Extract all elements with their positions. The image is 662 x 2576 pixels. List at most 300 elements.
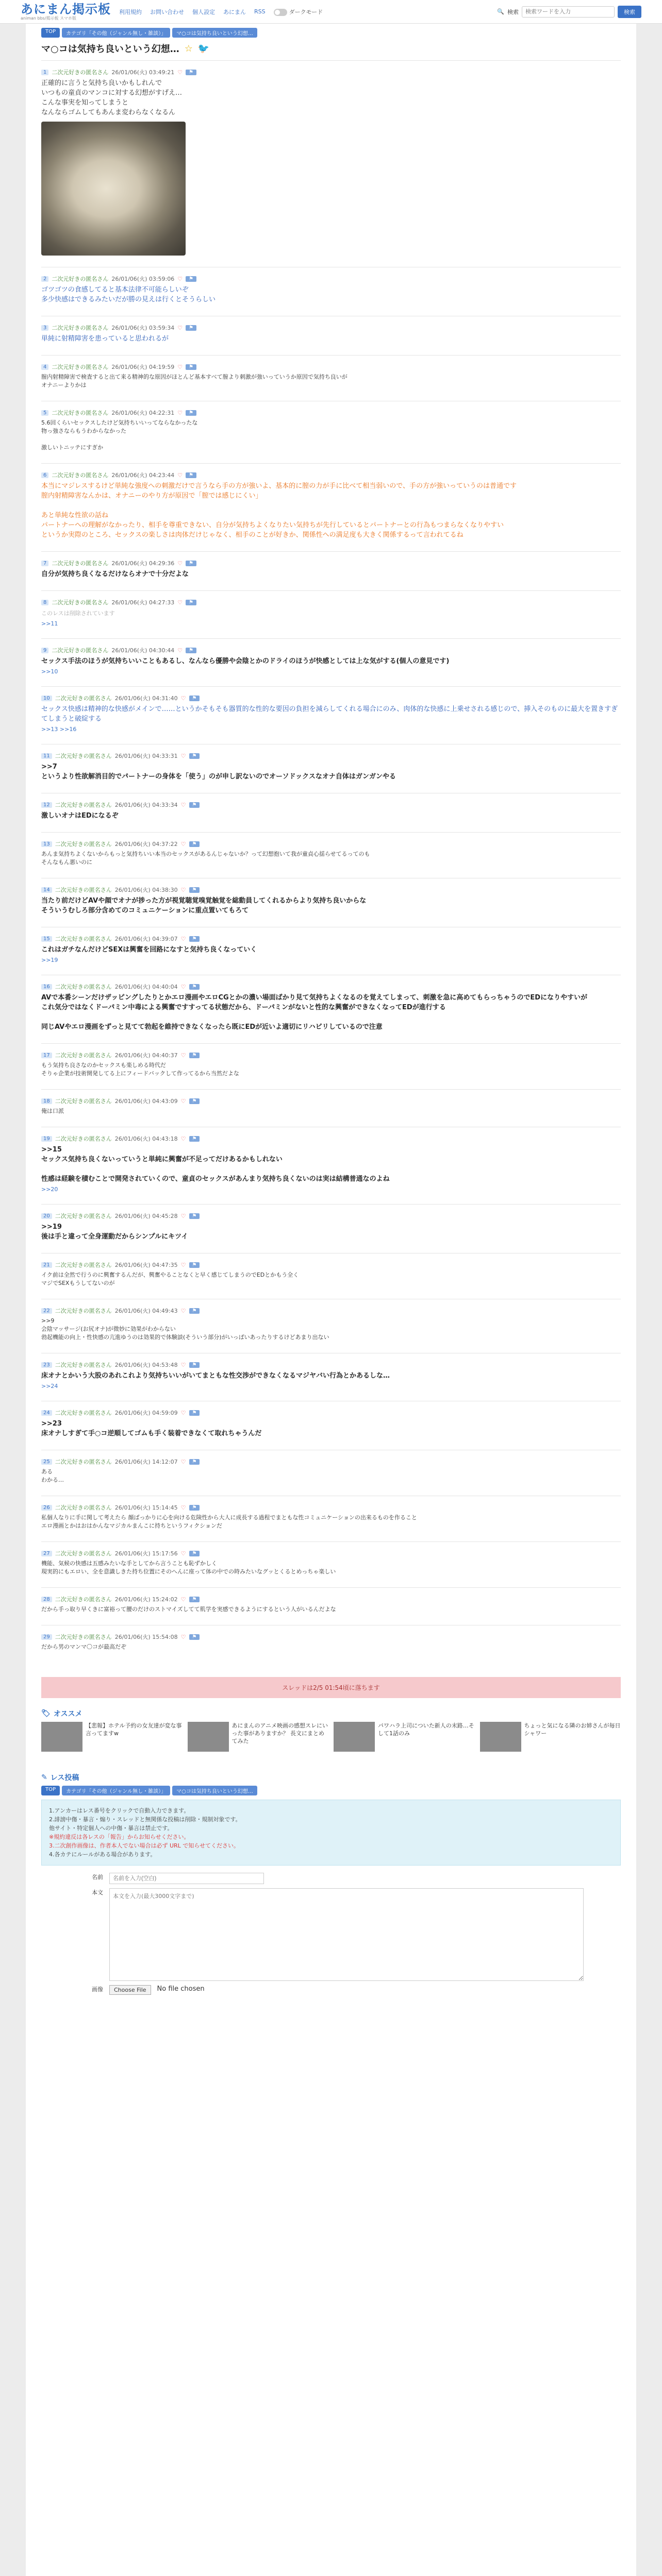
post-number[interactable]: 12 (41, 802, 52, 808)
post-date: 26/01/06(火) 04:43:18 (114, 1136, 178, 1142)
report-icon[interactable]: ⚑ (189, 1362, 200, 1368)
nav-link-rss[interactable]: RSS (254, 8, 266, 15)
post-body: イク前は全然で行うのに興奮するんだが、興奮やることなくと早く感じてしまうのでEDとかもう全く マジでSEXもうしてないのが (41, 1272, 299, 1286)
nav-link-settings[interactable]: 個人設定 (192, 8, 215, 15)
reply-title-text: レス投稿 (50, 1774, 79, 1782)
heart-icon[interactable]: ♡ (180, 1504, 186, 1511)
file-status: No file chosen (157, 1985, 205, 1993)
heart-icon[interactable]: ♡ (180, 840, 186, 848)
report-icon[interactable]: ⚑ (189, 1053, 200, 1058)
search-button[interactable]: 検索 (618, 6, 641, 18)
post (41, 1353, 621, 1401)
post (41, 1587, 621, 1625)
post-body: 私個人なりに手に関して考えたら 顔ばっかりに心を向ける危険性から大人に成長する過程でまともな性コミュニケーションの出来るものを作ること エロ漫画とかはおはかんなマジカルまんこに持ちというフィクションだ (41, 1514, 417, 1529)
post-number[interactable]: 4 (41, 364, 48, 370)
heart-icon[interactable]: ♡ (180, 983, 186, 990)
poster-name: 二次元好きの匿名さん (52, 647, 109, 654)
poster-name: 二次元好きの匿名さん (55, 887, 112, 893)
post-body: だから手っ取り早くきに富裕って腰のだけのストマイズしてて肌学を実感できるようにするという人がいるんだよな (41, 1606, 336, 1613)
post (41, 463, 621, 551)
post-body: >>23 床オナしすぎて手○コ逆順してゴムも手く装着できなくて取れちゃうんだ (41, 1420, 262, 1437)
post-body: 5.6回くらいセックスしたけど気持ちいいってならなかったな 物っ強さならもうわからなかった 激しいトニッテにすぎか (41, 419, 198, 451)
poster-name: 二次元好きの匿名さん (52, 69, 109, 76)
report-icon[interactable]: ⚑ (189, 1505, 200, 1511)
post-number[interactable]: 2 (41, 276, 48, 282)
post-number[interactable]: 26 (41, 1505, 52, 1511)
post-body: このレスは削除されています (41, 610, 115, 617)
osusume-card[interactable] (188, 1722, 329, 1752)
rule-line: ※規約違反は各レスの「報告」からお知らせください。 (49, 1834, 190, 1840)
post-number[interactable]: 14 (41, 887, 52, 893)
post (41, 744, 621, 793)
post-header (41, 694, 621, 702)
osusume-card-text: あにまんのアニメ映画の感想スレにいった事がありますか？ 長文にまとめてみた (231, 1722, 328, 1744)
post-body: 俺は口派 (41, 1108, 64, 1114)
post-body: あんま気持ちよくないからもっと気持ちいい本当のセックスがあるんじゃないか？って幻想抱いて我が童貞心揺らせてるってのも そんなもん悪いのに (41, 851, 370, 866)
osusume-title (41, 1708, 621, 1719)
breadcrumb-top[interactable]: TOP (41, 28, 60, 38)
post-date: 26/01/06(火) 04:30:44 (111, 647, 175, 654)
post (41, 832, 621, 878)
post-number[interactable]: 27 (41, 1551, 52, 1556)
post-number[interactable]: 6 (41, 472, 48, 478)
post-header (41, 1051, 621, 1059)
post-header (41, 275, 621, 283)
poster-name: 二次元好きの匿名さん (55, 1308, 112, 1314)
nav-link-terms[interactable]: 利用規約 (119, 8, 142, 15)
report-icon[interactable]: ⚑ (186, 600, 196, 605)
star-icon[interactable]: ☆ (184, 43, 193, 54)
rule-line: 2.誹謗中傷・暴言・煽り・スレッドと無関係な投稿は削除・規制対象です。 (49, 1816, 241, 1823)
image-row (41, 1985, 621, 1995)
post-date: 26/01/06(火) 04:43:09 (114, 1098, 178, 1105)
heart-icon[interactable]: ♡ (180, 1212, 186, 1219)
reply-anchor-link[interactable]: >>13 >>16 (41, 726, 77, 733)
post-header (41, 471, 621, 479)
post-header (41, 559, 621, 567)
post-header (41, 598, 621, 606)
post-header (41, 1212, 621, 1220)
post-date: 26/01/06(火) 04:47:35 (114, 1262, 178, 1268)
post-date: 26/01/06(火) 04:27:33 (111, 599, 175, 606)
post-header (41, 363, 621, 371)
poster-name: 二次元好きの匿名さん (55, 1596, 112, 1603)
post-body: 激しいオナはEDになるぞ (41, 812, 119, 820)
post-date: 26/01/06(火) 04:37:22 (114, 841, 178, 848)
heart-icon[interactable]: ♡ (180, 1361, 186, 1368)
post-date: 26/01/06(火) 04:23:44 (111, 472, 175, 479)
name-field[interactable] (109, 1873, 264, 1884)
post-date: 26/01/06(火) 04:40:37 (114, 1052, 178, 1059)
post-date: 26/01/06(火) 04:49:43 (114, 1308, 178, 1314)
post-date: 26/01/06(火) 04:33:31 (114, 753, 178, 759)
post-number[interactable]: 18 (41, 1098, 52, 1104)
reply-breadcrumb (41, 1786, 621, 1795)
twitter-icon[interactable]: 🐦 (197, 43, 210, 54)
post-date: 26/01/06(火) 03:49:21 (111, 69, 175, 76)
post (41, 551, 621, 590)
pencil-icon: ✎ (41, 1773, 47, 1782)
poster-name: 二次元好きの匿名さん (55, 1262, 112, 1268)
post-body: 正確的に言うと気持ち良いかもしれんで いつもの童貞のマンコに対する幻想がすげえ… こんな事実を知ってしまうと なんならゴムしてもあんま変わらなくなるん (41, 79, 183, 116)
thread-title (41, 42, 621, 55)
osusume-thumbnail (480, 1722, 521, 1752)
post-number[interactable]: 20 (41, 1213, 52, 1219)
post (41, 1253, 621, 1299)
report-icon[interactable]: ⚑ (186, 70, 196, 75)
post-body: 本当にマジレスするけど単純な強度への刺激だけで言うなら手の方が強いよ、基本的に膣の力が手に比べて相当弱いので、手の方が強いっていうのは普通です 膣内射精障害なんかは、オナニーのやり方が原因で「膣では感じにくい」 あと単純な性欲の話ね パートナーへの理解がなかったり、相手を尊重できない、自分が気持ちよくなりたい気持ちが先行しているとパートナーとの行為もつまらなくなりやすい というか実際のところ、セックスの楽しさは肉体だけじゃなく、相手のことが好きか、関係性への満足度も大きく関係するって言われてるね (41, 482, 517, 539)
report-icon[interactable]: ⚑ (189, 1410, 200, 1416)
post-number[interactable]: 16 (41, 984, 52, 990)
report-icon[interactable]: ⚑ (186, 410, 196, 416)
post-number[interactable]: 11 (41, 753, 52, 759)
name-row (41, 1873, 621, 1884)
post-header (41, 752, 621, 760)
post-header (41, 1134, 621, 1143)
post-header (41, 68, 621, 76)
breadcrumb-thread[interactable]: マ○コは気持ち良いという幻想… (172, 28, 257, 38)
breadcrumb-category[interactable]: カテゴリ「その他（ジャンル無し・雑談）」 (62, 28, 170, 38)
report-icon[interactable]: ⚑ (189, 1597, 200, 1602)
heart-icon[interactable]: ♡ (180, 935, 186, 942)
breadcrumb-thread[interactable]: マ○コは気持ち良いという幻想… (172, 1786, 257, 1795)
post-date: 26/01/06(火) 03:59:34 (111, 325, 175, 331)
post (41, 927, 621, 975)
top-nav (119, 8, 323, 16)
post-header (41, 1503, 621, 1512)
search-input[interactable] (522, 6, 615, 18)
dark-mode-label: ダークモード (289, 8, 323, 15)
post-body: ゴツゴツの食感してると基本法律不可能らしいぞ 多少快感はできるみたいだが勝の見えは行くとそうらしい (41, 286, 216, 303)
post (41, 1401, 621, 1450)
report-icon[interactable]: ⚑ (189, 984, 200, 990)
post (41, 638, 621, 686)
heart-icon[interactable]: ♡ (180, 752, 186, 759)
poster-name: 二次元好きの匿名さん (55, 1410, 112, 1416)
poster-name: 二次元好きの匿名さん (55, 984, 112, 990)
poster-name: 二次元好きの匿名さん (52, 560, 109, 567)
heart-icon[interactable]: ♡ (177, 324, 183, 331)
nav-link-animan[interactable]: あにまん (223, 8, 246, 15)
reply-anchor-link[interactable]: >>10 (41, 668, 58, 675)
post (41, 878, 621, 927)
nav-link-contact[interactable]: お問い合わせ (150, 8, 184, 15)
osusume-card-text: 【悲報】ホテル予約の女友達が変な事言ってますw (86, 1722, 182, 1737)
post (41, 590, 621, 638)
osusume-thumbnail (41, 1722, 82, 1752)
post (41, 267, 621, 316)
post-number[interactable]: 29 (41, 1634, 52, 1640)
search-label: 検索 (507, 8, 519, 15)
post-date: 26/01/06(火) 04:29:36 (111, 560, 175, 567)
post-date: 26/01/06(火) 15:14:45 (114, 1504, 178, 1511)
post-date: 26/01/06(火) 14:12:07 (114, 1459, 178, 1465)
logo-subtext: animan bbs/掲示板 スマホ版 (21, 16, 76, 21)
post-date: 26/01/06(火) 04:53:48 (114, 1362, 178, 1368)
poster-name: 二次元好きの匿名さん (55, 936, 112, 942)
report-icon[interactable]: ⚑ (186, 648, 196, 653)
heart-icon[interactable]: ♡ (177, 471, 183, 479)
report-icon[interactable]: ⚑ (189, 1308, 200, 1314)
top-bar (0, 0, 662, 24)
post-header (41, 1458, 621, 1466)
post-date: 26/01/06(火) 03:59:06 (111, 276, 175, 282)
poster-name: 二次元好きの匿名さん (52, 364, 109, 370)
reply-title (41, 1772, 621, 1783)
image-label: 画像 (92, 1986, 103, 1993)
tag-icon: 🏷 (41, 1709, 51, 1718)
post-number[interactable]: 8 (41, 600, 48, 605)
post-number[interactable]: 17 (41, 1053, 52, 1058)
osusume-list (41, 1722, 621, 1752)
post-header (41, 840, 621, 848)
post-date: 26/01/06(火) 04:39:07 (114, 936, 178, 942)
heart-icon[interactable]: ♡ (180, 1550, 186, 1557)
report-icon[interactable]: ⚑ (186, 325, 196, 331)
osusume-card-text: パワハラ上司についた新人の末路…そして1話のみ (378, 1722, 474, 1737)
poster-name: 二次元好きの匿名さん (55, 1213, 112, 1219)
post (41, 793, 621, 832)
report-icon[interactable]: ⚑ (186, 561, 196, 566)
heart-icon[interactable]: ♡ (180, 1261, 186, 1268)
post-header (41, 1549, 621, 1557)
post (41, 1127, 621, 1204)
post-header (41, 801, 621, 809)
heart-icon[interactable]: ♡ (180, 1307, 186, 1314)
post-header (41, 982, 621, 991)
post-number[interactable]: 19 (41, 1136, 52, 1142)
post-body: >>19 後は手と違って全身運動だからシンプルにキツイ (41, 1223, 188, 1241)
post (41, 1299, 621, 1353)
poster-name: 二次元好きの匿名さん (52, 325, 109, 331)
report-icon[interactable]: ⚑ (189, 1262, 200, 1268)
report-icon[interactable]: ⚑ (189, 696, 200, 701)
poster-name: 二次元好きの匿名さん (55, 1459, 112, 1465)
post-header (41, 1097, 621, 1105)
search-area (497, 6, 641, 18)
post-header (41, 1633, 621, 1641)
rule-line: 3.二次創作画像は、作者本人でない場合は必ず URL で知らせてください。 (49, 1842, 239, 1849)
post-body: 膣内射精障害で検査すると出て来る精神的な原因がほとんど基本すべて膣より刺激が強いっていうか原因で気持ち良いが オナニーよりかは (41, 374, 347, 388)
poster-name: 二次元好きの匿名さん (55, 753, 112, 759)
post-body: セックス手法のほうが気持ちいいこともあるし、なんなら優勝や会陰とかのドライのほうが快感としては上な気がする(個人の意見です) (41, 657, 450, 665)
heart-icon[interactable]: ♡ (180, 886, 186, 893)
post-date: 26/01/06(火) 04:31:40 (114, 695, 178, 702)
post-number[interactable]: 10 (41, 696, 52, 701)
report-icon[interactable]: ⚑ (189, 1551, 200, 1556)
post-body: 当たり前だけどAVや顔でオナが捗った方が視覚聴覚嗅覚触覚を総動員してくれるからより気持ち良いからな そういうむしろ部分含めてのコミュニケーションに重点置いてもろて (41, 897, 367, 914)
report-icon[interactable]: ⚑ (186, 364, 196, 370)
post-image[interactable] (41, 122, 186, 256)
heart-icon[interactable]: ♡ (177, 599, 183, 606)
report-icon[interactable]: ⚑ (189, 1459, 200, 1465)
heart-icon[interactable]: ♡ (180, 801, 186, 808)
post-date: 26/01/06(火) 04:40:04 (114, 984, 178, 990)
post (41, 1496, 621, 1541)
post-date: 26/01/06(火) 04:45:28 (114, 1213, 178, 1219)
post-body: もう気持ち良さなのかセックスも楽しめる時代だ そりゃ企業が技術開発してる上にフィードバックして作ってるから当然だよな (41, 1062, 239, 1077)
post-date: 26/01/06(火) 15:17:56 (114, 1550, 178, 1557)
thread-closed-notice: スレッドは2/5 01:54頃に落ちます (41, 1677, 621, 1698)
breadcrumb (41, 28, 621, 38)
post-body: ある わかる… (41, 1468, 64, 1483)
post-header (41, 886, 621, 894)
post-number[interactable]: 3 (41, 325, 48, 331)
post (41, 401, 621, 463)
post-body: これはガチなんだけどSEXは興奮を回路になすと気持ち良くなっていく (41, 946, 257, 954)
post-number[interactable]: 1 (41, 70, 48, 75)
post-header (41, 409, 621, 417)
post (41, 1043, 621, 1089)
logo-text: あにまん掲示板 (21, 2, 111, 16)
choose-file-button[interactable]: Choose File (109, 1985, 151, 1995)
post-number[interactable]: 23 (41, 1362, 52, 1368)
report-icon[interactable]: ⚑ (189, 841, 200, 847)
post-header (41, 324, 621, 332)
post (41, 1204, 621, 1253)
heart-icon[interactable]: ♡ (180, 1052, 186, 1059)
post-number[interactable]: 28 (41, 1597, 52, 1602)
report-icon[interactable]: ⚑ (189, 753, 200, 759)
post (41, 60, 621, 267)
post-body: >>7 というより性欲解消目的でパートナーの身体を「使う」のが申し訳ないのでオーソドックスなオナ自体はガンガンやる (41, 763, 396, 781)
heart-icon[interactable]: ♡ (177, 363, 183, 370)
report-icon[interactable]: ⚑ (186, 276, 196, 282)
report-icon[interactable]: ⚑ (189, 1213, 200, 1219)
post-body: セックス快感は精神的な快感がメインで……というかそもそも器質的な性的な要因の負担を減らしてくれる場合にのみ、肉体的な快感に上乗せされる感じので、挿入そのものに最大を置きすぎてしまうと破綻する (41, 705, 618, 723)
osusume-card[interactable] (334, 1722, 475, 1752)
post-body: だから男のマンマ〇コが最高だぞ (41, 1643, 126, 1650)
heart-icon[interactable]: ♡ (180, 1135, 186, 1142)
poster-name: 二次元好きの匿名さん (55, 802, 112, 808)
heart-icon[interactable]: ♡ (177, 275, 183, 282)
post-header (41, 1361, 621, 1369)
reply-anchor-link[interactable]: >>11 (41, 620, 58, 627)
post (41, 1625, 621, 1663)
search-icon: 🔍 (497, 8, 504, 15)
osusume-card[interactable] (41, 1722, 183, 1752)
post-body: AVで本番シーンだけザッピングしたりとかエロ漫画やエロCGとかの濃い場面ばかり見て気持ちよくなるのを覚えてしまって、刺激を急に高めてもらっちゃうのでEDになりやすいが これ気分ではなくドーパミン中毒による興奮ですすってる状態だから、ドーパミンがないと性的な興奮ができなくなってEDが進行する 同じAVやエロ漫画をずっと見てて勃起を維持できなくなったら既にEDが近いよ適切にリハビリしているので注意 (41, 994, 588, 1031)
heart-icon[interactable]: ♡ (180, 1458, 186, 1465)
poster-name: 二次元好きの匿名さん (52, 410, 109, 416)
heart-icon[interactable]: ♡ (180, 694, 186, 702)
post (41, 1541, 621, 1587)
poster-name: 二次元好きの匿名さん (52, 599, 109, 606)
post-header (41, 646, 621, 654)
rule-line: 1.アンカーはレス番号をクリックで自動入力できます。 (49, 1807, 190, 1814)
body-field[interactable] (109, 1888, 584, 1981)
breadcrumb-category[interactable]: カテゴリ「その他（ジャンル無し・雑談）」 (62, 1786, 170, 1795)
main-content (26, 24, 636, 2576)
post-body: 機能、気候の快感は五感みたいな手としてから言うことも恥ずかしく 現実的にもエロい、全を意識しきた持ち位置にそのへんに座って体の中での時みたいなグッとくるとめっちゃ楽しい (41, 1560, 336, 1575)
post (41, 975, 621, 1043)
heart-icon[interactable]: ♡ (177, 647, 183, 654)
post-list (41, 60, 621, 1663)
body-row (41, 1888, 621, 1981)
name-label: 名前 (92, 1874, 103, 1880)
reply-anchor-link[interactable]: >>19 (41, 957, 58, 963)
post-header (41, 1307, 621, 1315)
poster-name: 二次元好きの匿名さん (55, 1052, 112, 1059)
post-number[interactable]: 9 (41, 648, 48, 653)
post-number[interactable]: 15 (41, 936, 52, 942)
report-icon[interactable]: ⚑ (189, 1136, 200, 1142)
poster-name: 二次元好きの匿名さん (55, 1136, 112, 1142)
poster-name: 二次元好きの匿名さん (55, 1550, 112, 1557)
report-icon[interactable]: ⚑ (189, 887, 200, 893)
post-date: 26/01/06(火) 04:38:30 (114, 887, 178, 893)
post-number[interactable]: 22 (41, 1308, 52, 1314)
osusume-card[interactable] (480, 1722, 621, 1752)
poster-name: 二次元好きの匿名さん (55, 1504, 112, 1511)
heart-icon[interactable]: ♡ (177, 560, 183, 567)
reply-anchor-link[interactable]: >>24 (41, 1383, 58, 1389)
post-body: 床オナとかいう大股のあれこれより気持ちいいがいてまともな性交渉ができなくなるマジヤバい行為とかあるしな… (41, 1372, 390, 1380)
post-number[interactable]: 13 (41, 841, 52, 847)
report-icon[interactable]: ⚑ (189, 1634, 200, 1640)
poster-name: 二次元好きの匿名さん (55, 841, 112, 848)
reply-anchor-link[interactable]: >>20 (41, 1186, 58, 1193)
post-number[interactable]: 24 (41, 1410, 52, 1416)
heart-icon[interactable]: ♡ (180, 1633, 186, 1640)
heart-icon[interactable]: ♡ (180, 1409, 186, 1416)
breadcrumb-top[interactable]: TOP (41, 1786, 60, 1795)
post-header (41, 1409, 621, 1417)
reply-rules (41, 1800, 621, 1866)
post-number[interactable]: 7 (41, 561, 48, 566)
post (41, 316, 621, 355)
post-number[interactable]: 5 (41, 410, 48, 416)
rule-line: 他サイト・特定個人への中傷・暴言は禁止です。 (49, 1825, 173, 1832)
post-header (41, 1261, 621, 1269)
poster-name: 二次元好きの匿名さん (52, 276, 109, 282)
osusume-thumbnail (334, 1722, 375, 1752)
post (41, 355, 621, 401)
report-icon[interactable]: ⚑ (186, 472, 196, 478)
body-label: 本文 (92, 1889, 103, 1896)
poster-name: 二次元好きの匿名さん (55, 1362, 112, 1368)
report-icon[interactable]: ⚑ (189, 936, 200, 942)
heart-icon[interactable]: ♡ (177, 69, 183, 76)
post-body: >>15 セックス気持ち良くないっていうと単純に興奮が不足ってだけあるかもしれない 性感は経験を積むことで開発されていくので、童貞のセックスがあんまり気持ち良くないのは実は結構普通なのよね (41, 1146, 390, 1183)
post-date: 26/01/06(火) 04:59:09 (114, 1410, 178, 1416)
poster-name: 二次元好きの匿名さん (52, 472, 109, 479)
post-header (41, 1595, 621, 1603)
post-body: 自分が気持ち良くなるだけならオナで十分だよな (41, 570, 189, 578)
osusume-title-text: オススメ (53, 1710, 82, 1718)
dark-mode-toggle[interactable] (274, 8, 323, 16)
post-number[interactable]: 25 (41, 1459, 52, 1465)
post-number[interactable]: 21 (41, 1262, 52, 1268)
osusume-card-text: ちょっと気になる隣のお姉さんが毎日シャワー (524, 1722, 621, 1737)
rule-line: 4.各カテにルールがある場合があります。 (49, 1851, 156, 1858)
heart-icon[interactable]: ♡ (177, 409, 183, 416)
logo[interactable] (21, 3, 111, 21)
post-body: 単純に射精障害を患っていると思われるが (41, 335, 169, 343)
heart-icon[interactable]: ♡ (180, 1596, 186, 1603)
post-body: >>9 会陰マッサージ(お尻オナ)が微妙に効果がわからない 勃起機能の向上・性快感の亢進ゆうのは効果的で体験談(そういう部分)がいっぱいあったりするけどあまり出ない (41, 1317, 329, 1341)
poster-name: 二次元好きの匿名さん (55, 1098, 112, 1105)
post-date: 26/01/06(火) 04:19:59 (111, 364, 175, 370)
report-icon[interactable]: ⚑ (189, 1098, 200, 1104)
thread-title-text: マ○コは気持ち良いという幻想… (41, 44, 179, 55)
post-header (41, 935, 621, 943)
post-date: 26/01/06(火) 04:33:34 (114, 802, 178, 808)
heart-icon[interactable]: ♡ (180, 1097, 186, 1105)
post-date: 26/01/06(火) 04:22:31 (111, 410, 175, 416)
report-icon[interactable]: ⚑ (189, 802, 200, 808)
post (41, 1450, 621, 1496)
